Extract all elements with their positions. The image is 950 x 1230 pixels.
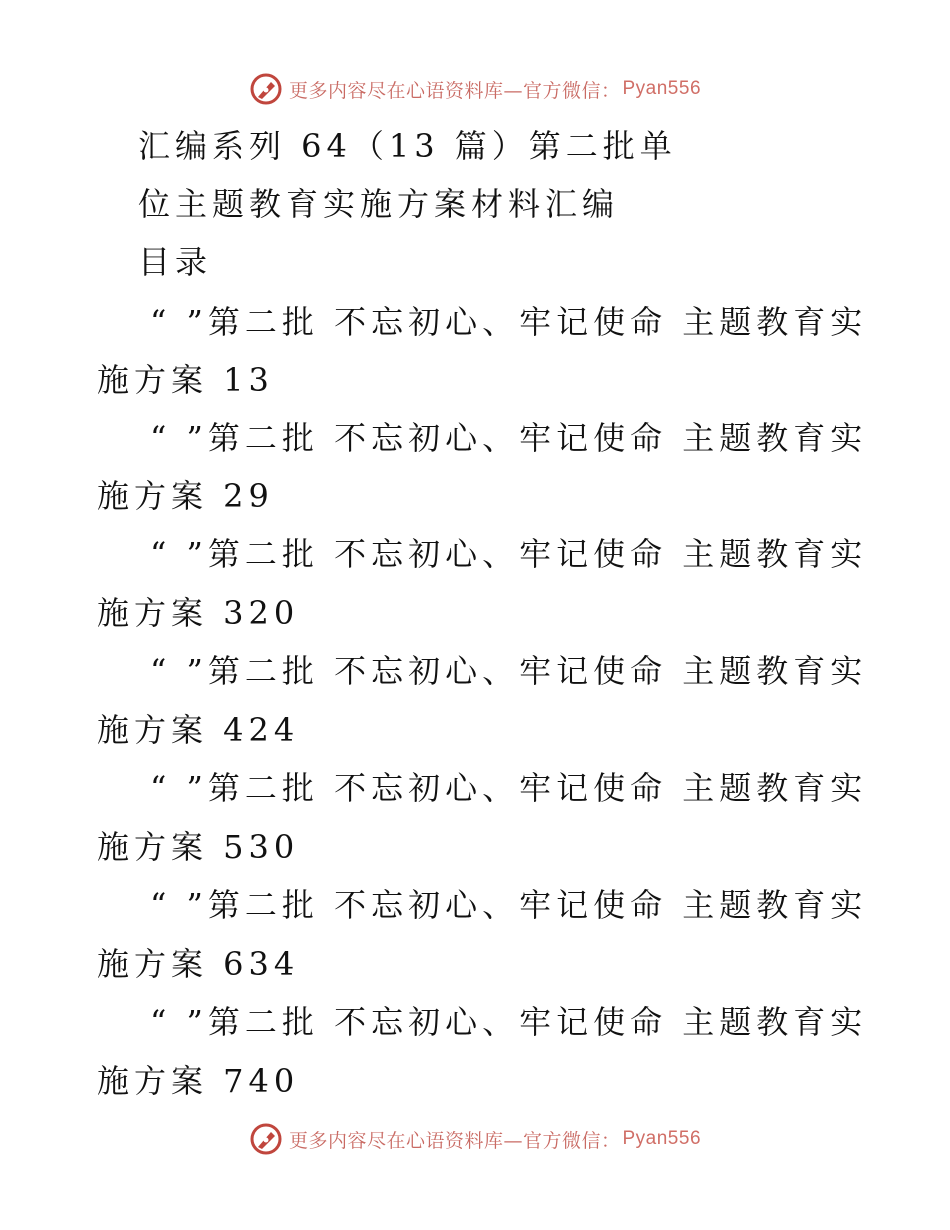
pen-nib-logo-icon [249, 1122, 283, 1156]
document-title-line-2: 位主题教育实施方案材料汇编 [138, 185, 620, 223]
toc-entry-line-1: “ ”第二批 不忘初心、牢记使命 主题教育实 [150, 303, 868, 341]
toc-entry-line-1: “ ”第二批 不忘初心、牢记使命 主题教育实 [150, 886, 868, 924]
toc-entry-line-1: “ ”第二批 不忘初心、牢记使命 主题教育实 [150, 769, 868, 807]
watermark-text-group [289, 76, 701, 103]
toc-entry-line-1: “ ”第二批 不忘初心、牢记使命 主题教育实 [150, 652, 868, 690]
header-watermark [0, 72, 950, 106]
watermark-account: Pyan556 [622, 1128, 702, 1149]
pen-nib-logo-icon [249, 72, 283, 106]
toc-entry-line-2: 施方案 320 [97, 594, 300, 632]
toc-heading: 目录 [138, 243, 213, 281]
toc-entry-line-2: 施方案 530 [97, 828, 300, 866]
document-title-line-1: 汇编系列 64（13 篇）第二批单 [138, 127, 677, 165]
toc-entry-line-1: “ ”第二批 不忘初心、牢记使命 主题教育实 [150, 1003, 868, 1041]
toc-entry-line-1: “ ”第二批 不忘初心、牢记使命 主题教育实 [150, 419, 868, 457]
watermark-account: Pyan556 [622, 78, 702, 99]
toc-entry-line-2: 施方案 13 [97, 361, 274, 399]
toc-entry-line-2: 施方案 29 [97, 477, 274, 515]
toc-entry-line-2: 施方案 424 [97, 711, 300, 749]
watermark-text-group [289, 1126, 701, 1153]
toc-entry-line-1: “ ”第二批 不忘初心、牢记使命 主题教育实 [150, 535, 868, 573]
toc-entry-line-2: 施方案 634 [97, 945, 300, 983]
watermark-text: 更多内容尽在心语资料库—官方微信： [288, 79, 621, 102]
watermark-text: 更多内容尽在心语资料库—官方微信： [288, 1129, 621, 1152]
footer-watermark [0, 1122, 950, 1156]
toc-entry-line-2: 施方案 740 [97, 1062, 300, 1100]
